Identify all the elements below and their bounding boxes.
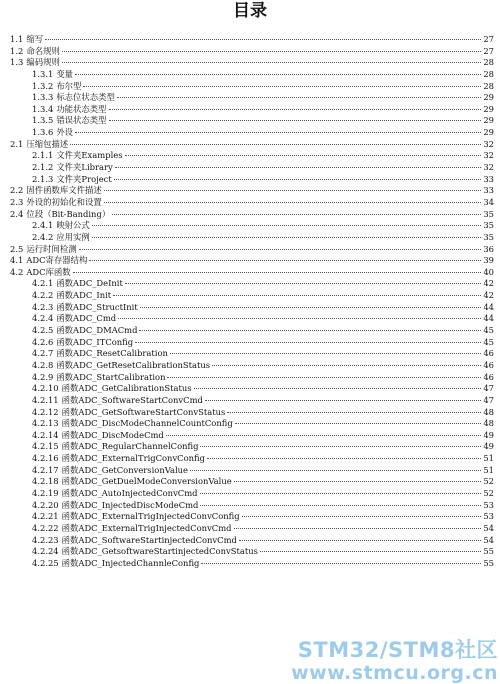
- toc-entry-title: 函数ADC_ITConfig: [56, 336, 134, 347]
- toc-dot-leader: [73, 272, 482, 273]
- toc-entry-page: 44: [483, 301, 494, 312]
- toc-entry-page: 29: [483, 92, 494, 103]
- toc-dot-leader: [109, 109, 482, 110]
- toc-entry-title: 函数ADC_SoftwareStartConvCmd: [61, 394, 203, 405]
- toc-entry[interactable]: [10, 488, 494, 500]
- toc-entry-number: 4.2.6: [32, 336, 54, 347]
- toc-entry-number: 2.1.2: [32, 162, 54, 173]
- toc-entry-title: 变量: [56, 68, 74, 79]
- toc-entry-number: 2.4: [10, 208, 24, 219]
- toc-entry-page: 40: [483, 266, 494, 277]
- toc-entry-title: 函数ADC_ResetCalibration: [56, 348, 168, 359]
- toc-entry-title: 布尔型: [56, 80, 82, 91]
- toc-dot-leader: [135, 342, 481, 343]
- toc-dot-leader: [92, 225, 482, 226]
- toc-entry-title: 函数ADC_ExternalTrigConvConfig: [61, 453, 205, 464]
- toc-entry-page: 28: [483, 80, 494, 91]
- toc-entry-number: 2.3: [10, 196, 24, 207]
- toc-dot-leader: [125, 283, 481, 284]
- toc-entry-title: 应用实例: [56, 231, 90, 242]
- toc-dot-leader: [200, 446, 481, 447]
- toc-entry-title: 函数ADC_GetConversionValue: [61, 464, 189, 475]
- toc-dot-leader: [125, 155, 482, 156]
- toc-entry-page: 33: [483, 185, 494, 196]
- toc-entry[interactable]: [10, 372, 494, 384]
- toc-entry-title: 函数ADC_GetCalibrationStatus: [61, 383, 192, 394]
- toc-entry-number: 4.2.4: [32, 313, 54, 324]
- toc-entry[interactable]: [10, 476, 494, 488]
- toc-entry[interactable]: [10, 81, 494, 93]
- toc-entry[interactable]: [10, 57, 494, 69]
- toc-entry-number: 2.2: [10, 185, 24, 196]
- toc-dot-leader: [234, 528, 482, 529]
- toc-entry[interactable]: [10, 162, 494, 174]
- toc-entry-number: 2.4.1: [32, 220, 54, 231]
- toc-entry-page: 49: [483, 429, 494, 440]
- toc-entry-page: 46: [483, 348, 494, 359]
- toc-entry-number: 4.2.17: [32, 464, 59, 475]
- toc-entry[interactable]: [10, 546, 494, 558]
- toc-entry-title: 函数ADC_InjectedChannleConfig: [61, 557, 200, 568]
- toc-entry[interactable]: [10, 500, 494, 512]
- toc-entry-title: 函数ADC_ExternalTrigInjectedConvCmd: [61, 522, 232, 533]
- toc-entry-title: 函数ADC_GetDuelModeConversionValue: [61, 476, 232, 487]
- toc-entry-title: 函数ADC_StartCalibration: [56, 371, 166, 382]
- toc-dot-leader: [75, 132, 481, 133]
- toc-dot-leader: [201, 563, 481, 564]
- toc-entry-number: 1.2: [10, 45, 24, 56]
- toc-dot-leader: [89, 260, 481, 261]
- toc-entry[interactable]: [10, 46, 494, 58]
- toc-dot-leader: [115, 167, 482, 168]
- toc-entry-title: 标志位状态类型: [56, 92, 115, 103]
- toc-entry-title: 函数ADC_GetsoftwareStartinjectedConvStatus: [61, 546, 258, 557]
- toc-entry-page: 32: [483, 138, 494, 149]
- toc-entry[interactable]: [10, 150, 494, 162]
- toc-entry-page: 54: [483, 522, 494, 533]
- toc-entry-page: 27: [483, 45, 494, 56]
- toc-entry-number: 1.3: [10, 57, 24, 68]
- toc-entry-title: 错误状态类型: [56, 115, 107, 126]
- toc-entry-number: 1.3.5: [32, 115, 54, 126]
- toc-dot-leader: [190, 470, 481, 471]
- toc-entry-number: 1.3.2: [32, 80, 54, 91]
- toc-dot-leader: [92, 237, 482, 238]
- toc-entry-page: 54: [483, 534, 494, 545]
- toc-entry-number: 4.2.18: [32, 476, 59, 487]
- toc-entry-page: 44: [483, 313, 494, 324]
- toc-dot-leader: [239, 540, 481, 541]
- toc-entry-number: 1.3.3: [32, 92, 54, 103]
- toc-entry-title: 函数ADC_DiscModeChannelCountConfig: [61, 418, 233, 429]
- watermark-line1: STM32/STM8社区: [297, 638, 498, 662]
- toc-entry-page: 52: [483, 487, 494, 498]
- toc-entry[interactable]: [10, 453, 494, 465]
- toc-entry-page: 45: [483, 336, 494, 347]
- toc-entry[interactable]: [10, 441, 494, 453]
- toc-dot-leader: [62, 62, 482, 63]
- toc-entry[interactable]: [10, 360, 494, 372]
- toc-entry-title: 函数ADC_RegularChannelConfig: [61, 441, 199, 452]
- toc-entry-title: 命名规则: [26, 45, 60, 56]
- toc-entry-page: 46: [483, 371, 494, 382]
- toc-entry[interactable]: [10, 34, 494, 46]
- toc-dot-leader: [104, 202, 482, 203]
- toc-entry-page: 48: [483, 418, 494, 429]
- toc-entry-number: 4.2.10: [32, 383, 59, 394]
- toc-entry-page: 46: [483, 359, 494, 370]
- toc-entry-title: 函数ADC_ExternalTrigInjectedConvConfig: [61, 511, 240, 522]
- toc-entry-title: ADC寄存器结构: [26, 255, 88, 266]
- toc-entry-page: 51: [483, 453, 494, 464]
- toc-entry-number: 4.2.15: [32, 441, 59, 452]
- toc-dot-leader: [45, 39, 481, 40]
- toc-entry-number: 4.2.5: [32, 325, 54, 336]
- toc-entry[interactable]: [10, 278, 494, 290]
- toc-entry-page: 35: [483, 208, 494, 219]
- toc-entry-number: 1.3.4: [32, 103, 54, 114]
- toc-entry-page: 49: [483, 441, 494, 452]
- toc-entry-page: 42: [483, 290, 494, 301]
- toc-entry-title: 文件夹Project: [56, 173, 112, 184]
- toc-entry[interactable]: [10, 511, 494, 523]
- toc-entry-number: 2.1.1: [32, 150, 54, 161]
- toc-entry[interactable]: [10, 197, 494, 209]
- toc-entry-title: 编码规则: [26, 57, 60, 68]
- toc-dot-leader: [207, 458, 481, 459]
- toc-dot-leader: [140, 307, 482, 308]
- toc-dot-leader: [112, 214, 481, 215]
- toc-entry-number: 4.2.25: [32, 557, 59, 568]
- toc-dot-leader: [260, 551, 481, 552]
- toc-entry-page: 28: [483, 68, 494, 79]
- toc-entry-page: 48: [483, 406, 494, 417]
- toc-entry-number: 4.2.16: [32, 453, 59, 464]
- toc-entry-number: 4.2.12: [32, 406, 59, 417]
- toc-entry-number: 4.2.21: [32, 511, 59, 522]
- toc-dot-leader: [170, 353, 481, 354]
- toc-entry[interactable]: [10, 290, 494, 302]
- toc-entry-title: 函数ADC_DiscModeCmd: [61, 429, 164, 440]
- toc-entry-page: 53: [483, 511, 494, 522]
- toc-entry[interactable]: [10, 209, 494, 221]
- toc-dot-leader: [70, 144, 481, 145]
- toc-entry[interactable]: [10, 558, 494, 570]
- toc-entry-title: 固件函数库文件描述: [26, 185, 102, 196]
- toc-entry-title: 功能状态类型: [56, 103, 107, 114]
- toc-entry-number: 4.2.8: [32, 359, 54, 370]
- toc-entry-title: 函数ADC_InjectedDiscModeCmd: [61, 499, 199, 510]
- toc-entry-title: 压缩包描述: [26, 138, 69, 149]
- toc-dot-leader: [200, 505, 481, 506]
- toc-entry[interactable]: [10, 92, 494, 104]
- toc-dot-leader: [113, 295, 481, 296]
- toc-entry[interactable]: [10, 69, 494, 81]
- toc-entry-number: 4.2.7: [32, 348, 54, 359]
- toc-entry[interactable]: [10, 104, 494, 116]
- toc-entry-title: 函数ADC_Cmd: [56, 313, 117, 324]
- toc-entry-page: 35: [483, 231, 494, 242]
- toc-entry-page: 29: [483, 103, 494, 114]
- toc-entry[interactable]: [10, 348, 494, 360]
- watermark-logo: [291, 638, 498, 684]
- toc-entry-number: 1.1: [10, 34, 24, 44]
- toc-entry-number: 4.2.11: [32, 394, 59, 405]
- toc-entry-title: 函数ADC_DMACmd: [56, 325, 138, 336]
- toc-dot-leader: [235, 423, 482, 424]
- toc-entry[interactable]: [10, 325, 494, 337]
- table-of-contents: [10, 34, 494, 569]
- toc-entry-title: ADC库函数: [26, 266, 71, 277]
- toc-entry-title: 运行时间检测: [26, 243, 77, 254]
- toc-dot-leader: [167, 377, 481, 378]
- toc-entry[interactable]: [10, 407, 494, 419]
- toc-dot-leader: [200, 493, 482, 494]
- toc-dot-leader: [75, 74, 481, 75]
- toc-entry-number: 4.2: [10, 266, 24, 277]
- toc-entry-number: 4.2.2: [32, 290, 54, 301]
- toc-entry-title: 外设: [56, 127, 74, 138]
- toc-entry-number: 4.1: [10, 255, 24, 266]
- toc-entry[interactable]: [10, 127, 494, 139]
- toc-entry-page: 29: [483, 115, 494, 126]
- toc-dot-leader: [118, 318, 481, 319]
- toc-entry[interactable]: [10, 220, 494, 232]
- toc-entry[interactable]: [10, 395, 494, 407]
- toc-entry-number: 4.2.24: [32, 546, 59, 557]
- toc-entry-number: 4.2.9: [32, 371, 54, 382]
- toc-entry[interactable]: [10, 115, 494, 127]
- toc-entry-number: 2.1: [10, 138, 24, 149]
- toc-entry-page: 36: [483, 243, 494, 254]
- toc-entry[interactable]: [10, 523, 494, 535]
- toc-entry[interactable]: [10, 255, 494, 267]
- toc-entry-title: 函数ADC_GetSoftwareStartConvStatus: [61, 406, 226, 417]
- toc-dot-leader: [79, 249, 482, 250]
- toc-entry-page: 45: [483, 325, 494, 336]
- toc-entry-number: 2.5: [10, 243, 24, 254]
- toc-entry[interactable]: [10, 185, 494, 197]
- toc-entry-title: 函数ADC_SoftwareStartinjectedConvCmd: [61, 534, 237, 545]
- toc-entry-number: 1.3.1: [32, 68, 54, 79]
- toc-entry-title: 文件夹Library: [56, 162, 113, 173]
- toc-entry[interactable]: [10, 244, 494, 256]
- toc-entry-number: 4.2.22: [32, 522, 59, 533]
- toc-entry-title: 函数ADC_DeInit: [56, 278, 123, 289]
- toc-entry-title: 函数ADC_AutoInjectedConvCmd: [61, 487, 198, 498]
- toc-entry-page: 33: [483, 173, 494, 184]
- toc-dot-leader: [117, 97, 481, 98]
- toc-entry-number: 4.2.20: [32, 499, 59, 510]
- toc-entry-number: 4.2.1: [32, 278, 54, 289]
- toc-entry-number: 4.2.14: [32, 429, 59, 440]
- toc-dot-leader: [227, 412, 481, 413]
- toc-entry-number: 4.2.3: [32, 301, 54, 312]
- toc-entry-number: 2.1.3: [32, 173, 54, 184]
- toc-entry-page: 34: [483, 196, 494, 207]
- toc-entry-page: 51: [483, 464, 494, 475]
- page-title: 目录: [233, 1, 267, 21]
- toc-dot-leader: [194, 388, 482, 389]
- toc-dot-leader: [166, 435, 482, 436]
- toc-entry-title: 文件夹Examples: [56, 150, 123, 161]
- toc-entry-page: 47: [483, 394, 494, 405]
- toc-entry-number: 1.3.6: [32, 127, 54, 138]
- toc-entry-title: 缩写: [26, 34, 44, 44]
- toc-entry-number: 4.2.23: [32, 534, 59, 545]
- toc-entry-number: 2.4.2: [32, 231, 54, 242]
- toc-entry[interactable]: [10, 465, 494, 477]
- toc-entry-page: 32: [483, 150, 494, 161]
- toc-entry[interactable]: [10, 267, 494, 279]
- toc-dot-leader: [234, 481, 482, 482]
- toc-entry-title: 外设的初始化和设置: [26, 196, 102, 207]
- toc-entry-number: 4.2.13: [32, 418, 59, 429]
- toc-dot-leader: [242, 516, 482, 517]
- toc-dot-leader: [205, 400, 481, 401]
- toc-entry-title: 位段（Bit-Banding）: [26, 208, 111, 219]
- toc-entry-page: 42: [483, 278, 494, 289]
- toc-entry-title: 函数ADC_Init: [56, 290, 112, 301]
- toc-entry-page: 55: [483, 546, 494, 557]
- toc-entry-title: 映射公式: [56, 220, 90, 231]
- toc-entry-page: 47: [483, 383, 494, 394]
- toc-entry[interactable]: [10, 139, 494, 151]
- toc-entry[interactable]: [10, 337, 494, 349]
- toc-entry-page: 32: [483, 162, 494, 173]
- toc-entry[interactable]: [10, 174, 494, 186]
- toc-entry-page: 35: [483, 220, 494, 231]
- toc-entry-title: 函数ADC_GetResetCalibrationStatus: [56, 359, 211, 370]
- toc-entry[interactable]: [10, 535, 494, 547]
- toc-dot-leader: [212, 365, 481, 366]
- toc-dot-leader: [104, 190, 482, 191]
- toc-entry[interactable]: [10, 430, 494, 442]
- watermark-line2: www.stmcu.org.cn: [291, 662, 498, 684]
- toc-entry-page: 55: [483, 557, 494, 568]
- toc-entry-page: 52: [483, 476, 494, 487]
- toc-dot-leader: [109, 120, 482, 121]
- toc-entry[interactable]: [10, 302, 494, 314]
- toc-dot-leader: [83, 86, 481, 87]
- toc-dot-leader: [62, 51, 482, 52]
- toc-entry-page: 53: [483, 499, 494, 510]
- toc-dot-leader: [114, 179, 482, 180]
- toc-entry[interactable]: [10, 418, 494, 430]
- toc-dot-leader: [139, 330, 481, 331]
- toc-entry-title: 函数ADC_StructInit: [56, 301, 138, 312]
- toc-entry-number: 4.2.19: [32, 487, 59, 498]
- toc-entry[interactable]: [10, 232, 494, 244]
- toc-entry[interactable]: [10, 383, 494, 395]
- toc-entry-page: 27: [483, 34, 494, 44]
- toc-entry-page: 29: [483, 127, 494, 138]
- toc-entry[interactable]: [10, 313, 494, 325]
- toc-entry-page: 28: [483, 57, 494, 68]
- toc-entry-page: 39: [483, 255, 494, 266]
